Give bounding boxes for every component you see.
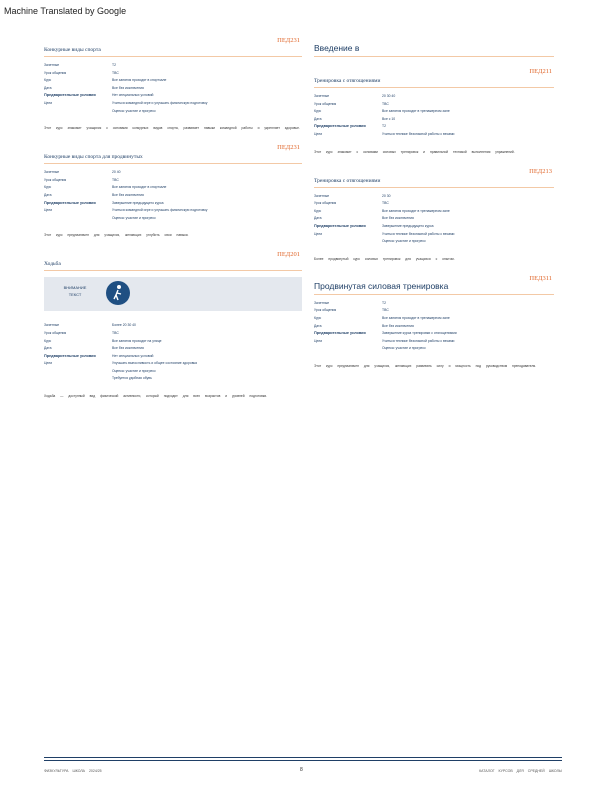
- detail-label: Курс: [314, 315, 322, 320]
- course-details: [314, 301, 554, 352]
- detail-label: Предварительные условия: [44, 353, 96, 358]
- detail-extra: Оценка: участие и прогресс: [112, 108, 156, 113]
- course-details: [44, 63, 302, 114]
- detail-extra: Оценка: участие и прогресс: [112, 215, 156, 220]
- course-code: ПЕД231: [277, 37, 300, 44]
- detail-value: Учиться командной игре и улучшать физическую подготовку: [112, 208, 208, 213]
- course-section: [44, 250, 302, 401]
- course-code: ПЕД201: [277, 251, 300, 259]
- section-header: [314, 67, 554, 88]
- course-description: Ходьба — доступный вид физической активности, который подходит для всех возрастов и уровней подготовки.: [44, 394, 268, 399]
- detail-label: Урок общения: [314, 101, 337, 106]
- section-header: [44, 36, 302, 57]
- detail-label: Дата: [44, 192, 52, 197]
- course-code: ПЕД231: [277, 144, 300, 152]
- walking-icon: [106, 281, 130, 305]
- detail-value: TBC: [112, 177, 119, 182]
- course-code: ПЕД213: [529, 167, 552, 175]
- detail-value: Улучшать выносливость и общее состояние здоровья: [112, 361, 198, 366]
- detail-label: Цели: [44, 361, 53, 366]
- detail-spacer: [44, 376, 112, 382]
- course-description: Этот курс предназначен для учащихся, желающих углубить свои навыки.: [44, 233, 189, 238]
- detail-label: Урок общения: [44, 177, 67, 182]
- course-details: [314, 94, 554, 138]
- detail-label: Курс: [314, 208, 322, 213]
- detail-label: Курс: [44, 185, 52, 190]
- detail-label: Дата: [314, 216, 322, 221]
- detail-spacer: [44, 109, 112, 115]
- detail-value: Все без исключения: [112, 192, 144, 197]
- detail-value: Все занятия проходят на улице: [112, 338, 162, 343]
- detail-value: Учиться технике безопасной работы с весами: [382, 131, 455, 136]
- section-title: Тренировка с отягощениями: [314, 177, 381, 184]
- course-code: ПЕД211: [529, 68, 552, 75]
- detail-label: Предварительные условия: [44, 93, 96, 98]
- detail-label: Зачетные: [44, 63, 60, 67]
- detail-value: TBC: [112, 330, 119, 335]
- detail-value: Все без исключения: [382, 216, 414, 221]
- detail-extra: Оценка: участие и прогресс: [112, 368, 156, 373]
- section-title: Конкурные виды спорта для продвинутых: [44, 154, 143, 161]
- detail-value: TBC: [112, 70, 119, 75]
- detail-value: T2: [382, 300, 386, 305]
- footer-left-text: ФИЗКУЛЬТУРА ШКОЛА 2024/25: [44, 769, 102, 773]
- detail-label: Урок общения: [314, 201, 337, 206]
- detail-value: Все без исключения: [112, 346, 144, 351]
- detail-extra: Оценка: участие и прогресс: [382, 346, 426, 351]
- detail-label: Предварительные условия: [314, 223, 366, 228]
- detail-value: Все без исключения: [112, 85, 144, 90]
- detail-value: TBC: [382, 201, 389, 206]
- detail-value: Учиться командной игре и улучшать физическую подготовку: [112, 100, 208, 105]
- section-title: Введение в: [314, 43, 360, 53]
- detail-spacer: [44, 369, 112, 375]
- detail-value: Завершение предыдущего курса: [112, 200, 164, 205]
- right-column: [314, 36, 554, 381]
- course-description: Этот курс предназначен для учащихся, желающих развивать силу и мощность под руководством преподавателя.: [314, 363, 537, 368]
- course-details: [314, 194, 554, 245]
- course-section: [44, 143, 302, 240]
- detail-label: Дата: [44, 85, 52, 90]
- left-column: [44, 36, 302, 411]
- detail-value: Нет специальных условий: [112, 93, 154, 98]
- detail-label: Цели: [314, 231, 323, 236]
- highlight-box: [44, 277, 302, 311]
- detail-value: Более 20 30 40: [112, 323, 136, 328]
- detail-label: Курс: [314, 109, 322, 114]
- section-header: [44, 250, 302, 271]
- detail-value: T2: [112, 63, 116, 67]
- detail-label: Предварительные условия: [314, 331, 366, 336]
- detail-label: Урок общения: [44, 330, 67, 335]
- section-header: [314, 167, 554, 188]
- detail-value: Завершение курса тренировки с отягощениями: [382, 331, 457, 336]
- detail-extra: Требуется удобная обувь: [112, 376, 152, 381]
- detail-value: 20 30: [382, 193, 391, 198]
- detail-spacer: [314, 346, 382, 352]
- detail-label: Предварительные условия: [44, 200, 96, 205]
- detail-value: Учиться технике безопасной работы с весами: [382, 231, 455, 236]
- detail-label: Курс: [44, 78, 52, 83]
- detail-label: Курс: [44, 338, 52, 343]
- highlight-text: ВНИМАНИЕ ТЕКСТ: [63, 285, 87, 298]
- detail-value: Нет специальных условий: [112, 353, 154, 358]
- detail-label: Цели: [314, 338, 323, 343]
- section-title: Конкурные виды спорта: [44, 47, 101, 53]
- detail-value: Все с 10: [382, 116, 396, 121]
- detail-value: Завершение предыдущего курса: [382, 223, 434, 228]
- detail-label: Цели: [44, 100, 53, 105]
- course-description: Этот курс знакомит учащихся с основами конкурных видов спорта, развивает навыки командной работы и укрепляет здоровье.: [44, 126, 300, 131]
- detail-label: Дата: [44, 346, 52, 351]
- detail-label: Цели: [44, 208, 53, 213]
- detail-value: Все занятия проходят в спортзале: [112, 78, 167, 83]
- detail-label: Предварительные условия: [314, 124, 366, 129]
- detail-value: Все занятия проходят в тренажерном зале: [382, 109, 450, 114]
- section-header: [314, 36, 554, 57]
- detail-value: Все занятия проходят в тренажерном зале: [382, 208, 450, 213]
- detail-value: Все занятия проходят в тренажерном зале: [382, 315, 450, 320]
- course-section: [314, 167, 554, 264]
- course-description: Более продвинутый курс силовых тренировок для учащихся с опытом.: [314, 256, 455, 261]
- course-section: [314, 274, 554, 371]
- course-section: [314, 36, 554, 57]
- detail-value: Учиться технике безопасной работы с весами: [382, 338, 455, 343]
- detail-label: Зачетные: [44, 323, 60, 328]
- page-number: 8: [300, 767, 303, 773]
- footer-right-text: КАТАЛОГ КУРСОВ ДЛЯ СРЕДНЕЙ ШКОЛЫ: [479, 769, 562, 773]
- detail-value: TBC: [382, 101, 389, 106]
- course-section: [44, 36, 302, 133]
- section-title: Тренировка с отягощениями: [314, 78, 381, 84]
- detail-spacer: [314, 239, 382, 245]
- course-description: Этот курс знакомит с основами силовых тренировок и правильной техникой выполнения упражнений.: [314, 149, 515, 154]
- detail-label: Зачетные: [314, 94, 330, 98]
- detail-value: Все без исключения: [382, 323, 414, 328]
- detail-label: Зачетные: [314, 300, 330, 305]
- course-details: [44, 323, 302, 382]
- section-title: Продвинутая силовая тренировка: [314, 280, 449, 291]
- detail-extra: Оценка: участие и прогресс: [382, 239, 426, 244]
- detail-value: Все занятия проходят в спортзале: [112, 185, 167, 190]
- detail-label: Зачетные: [44, 170, 60, 175]
- course-details: [44, 170, 302, 221]
- detail-value: 20 40: [112, 170, 121, 175]
- course-code: ПЕД311: [529, 274, 552, 282]
- section-title: Ходьба: [44, 261, 61, 268]
- detail-label: Зачетные: [314, 193, 330, 198]
- detail-value: 20 30 40: [382, 94, 396, 98]
- detail-label: Дата: [314, 323, 322, 328]
- footer-rules: [44, 757, 562, 763]
- section-header: [44, 143, 302, 164]
- course-section: [314, 67, 554, 157]
- detail-label: Цели: [314, 131, 323, 136]
- detail-label: Дата: [314, 116, 322, 121]
- detail-value: T2: [382, 124, 386, 129]
- detail-label: Урок общения: [44, 70, 67, 75]
- machine-translation-banner: Machine Translated by Google: [4, 6, 127, 16]
- detail-label: Урок общения: [314, 308, 337, 313]
- detail-spacer: [44, 216, 112, 222]
- section-header: [314, 274, 554, 295]
- detail-value: TBC: [382, 308, 389, 313]
